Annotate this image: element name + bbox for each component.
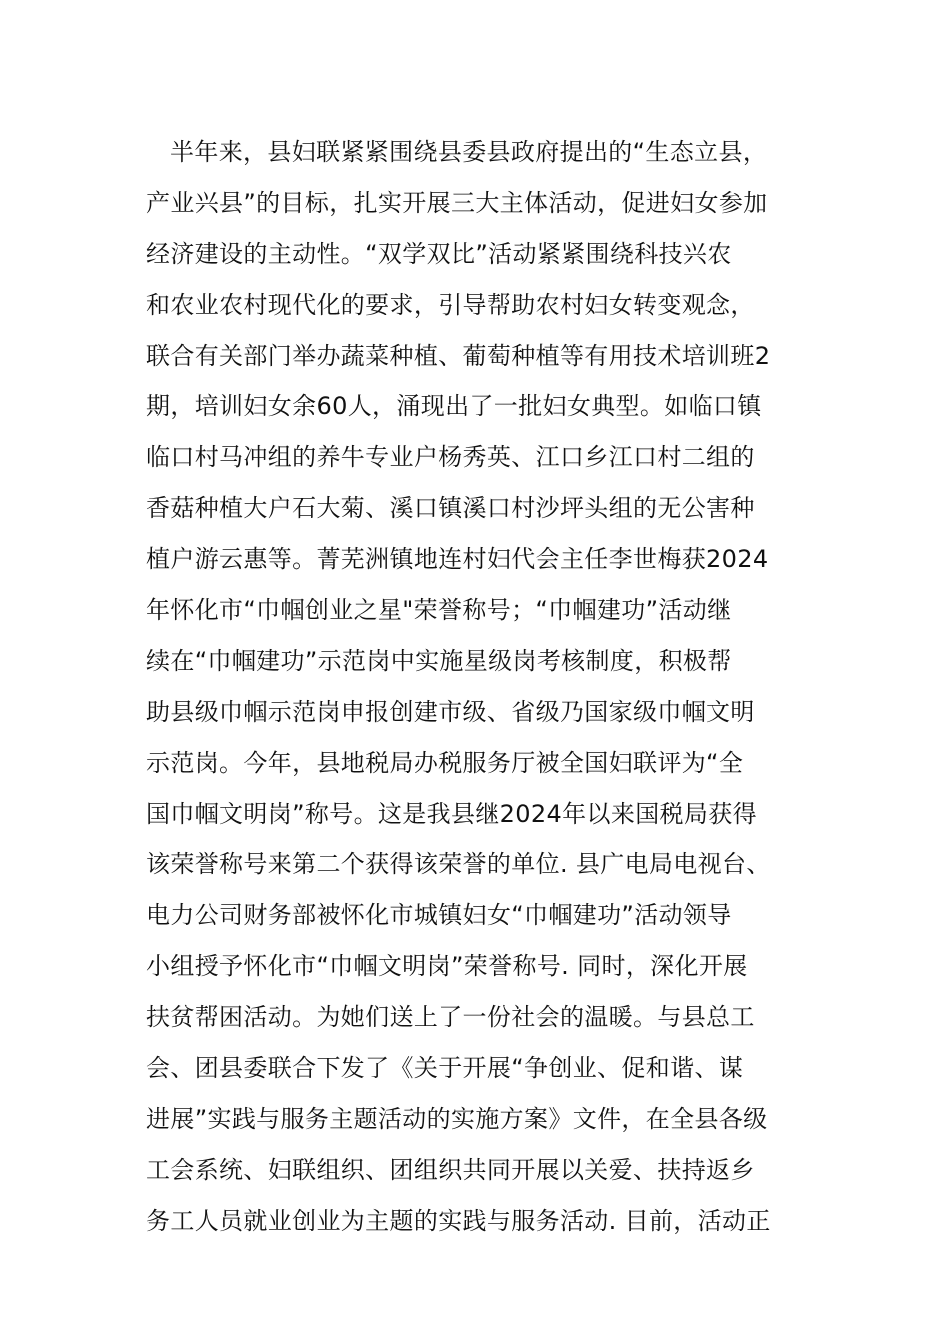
text-line-2: 产业兴县”的目标，扎实开展三大主体活动，促进妇女参加 bbox=[146, 188, 768, 217]
text-line-5: 联合有关部门举办蔬菜种植、葡萄种植等有用技术培训班2 bbox=[146, 341, 771, 370]
text-line-20: 进展”实践与服务主题活动的实施方案》文件，在全县各级 bbox=[146, 1104, 768, 1133]
text-line-21: 工会系统、妇联组织、团组织共同开展以关爱、扶持返乡 bbox=[146, 1155, 755, 1184]
text-line-6: 期，培训妇女余60人，涌现出了一批妇女典型。如临口镇 bbox=[146, 392, 762, 421]
text-line-22: 务工人员就业创业为主题的实践与服务活动. 目前，活动正 bbox=[146, 1206, 771, 1235]
text-line-13: 示范岗。今年，县地税局办税服务厅被全国妇联评为“全 bbox=[146, 748, 744, 777]
text-line-10: 年怀化市“巾帼创业之星"荣誉称号；“巾帼建功”活动继 bbox=[146, 596, 732, 625]
text-line-19: 会、团县委联合下发了《关于开展“争创业、促和谐、谋 bbox=[146, 1054, 744, 1083]
text-line-12: 助县级巾帼示范岗申报创建市级、省级乃国家级巾帼文明 bbox=[146, 697, 755, 726]
text-line-18: 扶贫帮困活动。为她们送上了一份社会的温暖。与县总工 bbox=[146, 1003, 755, 1032]
text-line-4: 和农业农村现代化的要求，引导帮助农村妇女转变观念， bbox=[146, 290, 755, 319]
text-line-9: 植户游云惠等。菁芜洲镇地连村妇代会主任李世梅获2024 bbox=[146, 545, 769, 574]
text-line-14: 国巾帼文明岗”称号。这是我县继2024年以来国税局获得 bbox=[146, 799, 757, 828]
text-line-11: 续在“巾帼建功”示范岗中实施星级岗考核制度，积极帮 bbox=[146, 646, 732, 675]
text-line-15: 该荣誉称号来第二个获得该荣誉的单位. 县广电局电视台、 bbox=[146, 850, 771, 879]
body-paragraph bbox=[146, 127, 806, 1247]
text-line-17: 小组授予怀化市“巾帼文明岗”荣誉称号. 同时，深化开展 bbox=[146, 952, 748, 981]
text-line-3: 经济建设的主动性。“双学双比”活动紧紧围绕科技兴农 bbox=[146, 239, 732, 268]
text-line-8: 香菇种植大户石大菊、溪口镇溪口村沙坪头组的无公害种 bbox=[146, 494, 755, 523]
text-line-16: 电力公司财务部被怀化市城镇妇女“巾帼建功”活动领导 bbox=[146, 901, 732, 930]
text-line-1: 半年来，县妇联紧紧围绕县委县政府提出的“生态立县， bbox=[170, 138, 768, 166]
text-line-7: 临口村马冲组的养牛专业户杨秀英、江口乡江口村二组的 bbox=[146, 443, 755, 472]
